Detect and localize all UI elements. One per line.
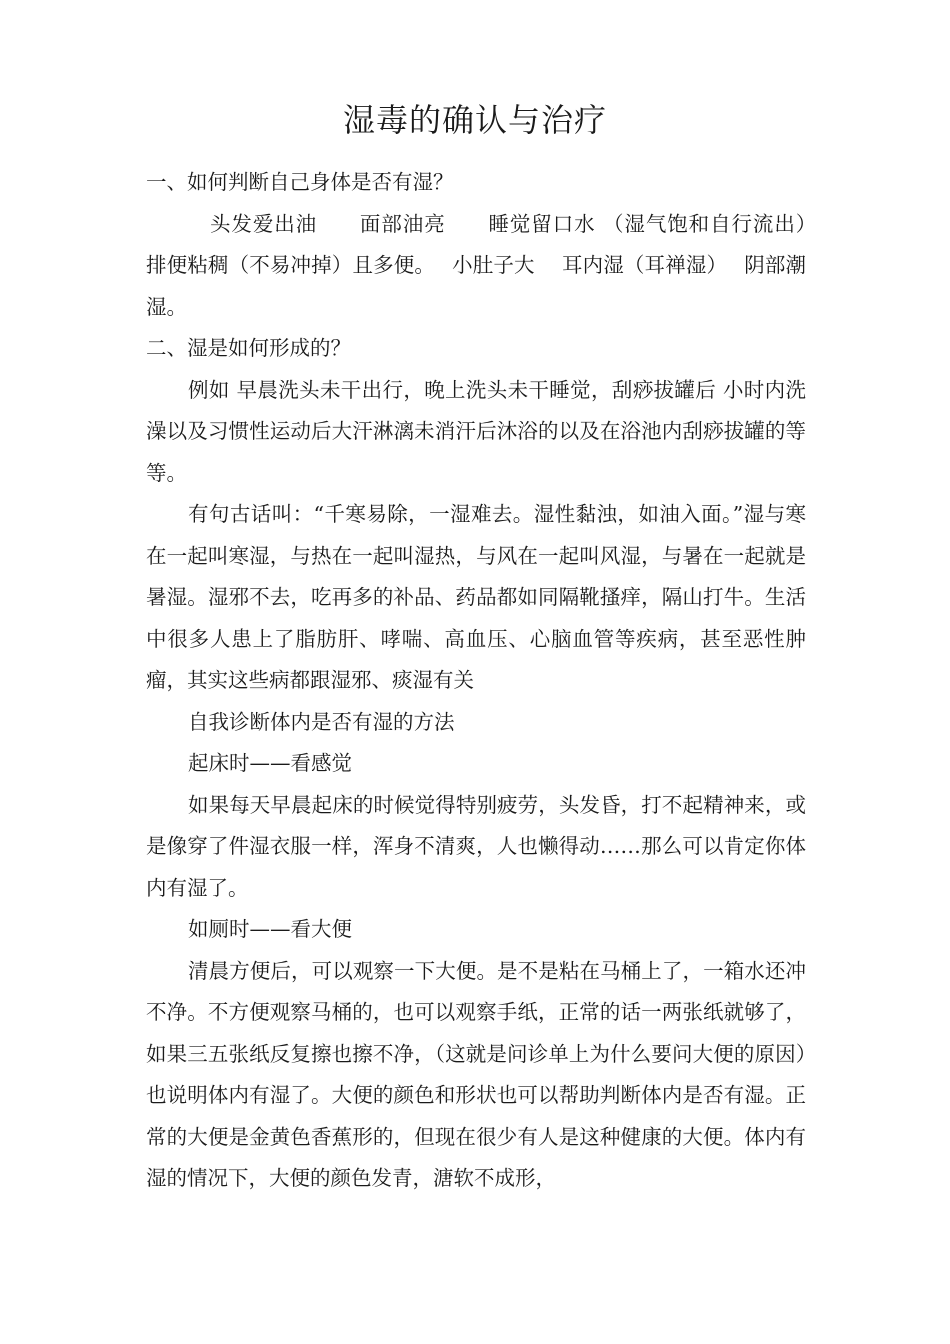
symptom-list-paragraph: 头发爱出油 面部油亮 睡觉留口水 （湿气饱和自行流出） 排便粘稠（不易冲掉）且多便。 小肚子大 耳内湿（耳禅湿） 阴部潮湿。 xyxy=(146,211,834,319)
subheading-wake-up: 起床时——看感觉 xyxy=(188,751,352,775)
toilet-paragraph: 清晨方便后，可以观察一下大便。是不是粘在马桶上了，一箱水还冲不净。不方便观察马桶的，也可以观察手纸，正常的话一两张纸就够了，如果三五张纸反复擦也擦不净，（这就是问诊单上为什么要问大便的原因）也说明体内有湿了。大便的颜色和形状也可以帮助判断体内是否有湿。正常的大便是金黄色香蕉形的，但现在很少有人是这种健康的大便。体内有湿的情况下，大便的颜色发青，溏软不成形， xyxy=(146,958,806,1190)
wake-up-paragraph: 如果每天早晨起床的时候觉得特别疲劳，头发昏，打不起精神来，或是像穿了件湿衣服一样，浑身不清爽，人也懒得动……那么可以肯定你体内有湿了。 xyxy=(146,792,806,900)
section-heading-1: 一、如何判断自己身体是否有湿？ xyxy=(146,170,454,194)
proverb-paragraph: 有句古话叫：“千寒易除，一湿难去。湿性黏浊，如油入面。”湿与寒在一起叫寒湿，与热在一起叫湿热，与风在一起叫风湿，与暑在一起就是暑湿。湿邪不去，吃再多的补品、药品都如同隔靴搔痒，隔山打牛。生活中很多人患上了脂肪肝、哮喘、高血压、心脑血管等疾病，甚至恶性肿瘤，其实这些病都跟湿邪、痰湿有关 xyxy=(146,502,806,692)
subheading-toilet: 如厕时——看大便 xyxy=(188,917,352,941)
document-body xyxy=(146,162,834,1200)
section-heading-2: 二、湿是如何形成的？ xyxy=(146,336,351,360)
page-title: 湿毒的确认与治疗 xyxy=(342,101,607,139)
causes-paragraph: 例如 早晨洗头未干出行，晚上洗头未干睡觉，刮痧拔罐后 小时内洗澡以及习惯性运动后大汗淋漓未消汗后沐浴的以及在浴池内刮痧拔罐的等等。 xyxy=(146,377,806,485)
self-diagnosis-heading: 自我诊断体内是否有湿的方法 xyxy=(188,709,455,734)
